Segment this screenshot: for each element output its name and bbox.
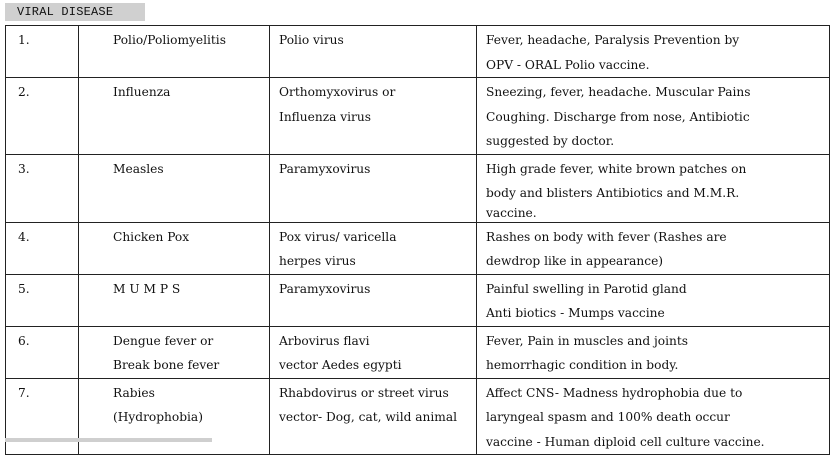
cell-symptoms: [477, 26, 830, 78]
cell-symptoms-line: laryngeal spasm and 100% death occur: [486, 410, 730, 424]
section-title: VIRAL DISEASE: [5, 3, 145, 21]
cell-cause-line: Paramyxovirus: [279, 281, 371, 296]
cell-number: 4.: [6, 222, 79, 274]
cell-disease: [79, 326, 270, 378]
table-row: [6, 222, 830, 274]
cell-symptoms-line: vaccine - Human diploid cell culture vaccine.: [486, 434, 765, 449]
cell-symptoms-line: suggested by doctor.: [486, 134, 615, 148]
cell-cause: [270, 154, 477, 222]
cell-symptoms: [477, 154, 830, 222]
cell-cause-line: Arbovirus flavi: [279, 333, 370, 348]
cell-symptoms-line: Anti biotics - Mumps vaccine: [486, 306, 665, 320]
cell-cause-line: Rhabdovirus or street virus: [279, 385, 449, 400]
cell-disease: [79, 274, 270, 326]
cell-disease-line: Dengue fever or: [113, 333, 214, 348]
cell-disease-line: (Hydrophobia): [113, 410, 203, 424]
cell-number: 5.: [6, 274, 79, 326]
cell-disease: [79, 154, 270, 222]
cell-cause-line: Paramyxovirus: [279, 161, 371, 176]
cell-symptoms-line: Coughing. Discharge from nose, Antibiotic: [486, 109, 750, 124]
cell-symptoms-line: Fever, Pain in muscles and joints: [486, 333, 689, 348]
table-body: [6, 26, 830, 455]
cell-disease-line: Rabies: [113, 385, 155, 400]
cell-cause-line: Polio virus: [279, 33, 344, 47]
cell-cause-line: vector Aedes egypti: [279, 358, 402, 372]
cell-cause-line: Pox virus/ varicella: [279, 229, 397, 244]
cell-cause: [270, 326, 477, 378]
table-row: [6, 154, 830, 222]
cell-symptoms: [477, 222, 830, 274]
cell-cause: [270, 26, 477, 78]
cell-disease-line: Chicken Pox: [113, 229, 190, 244]
cell-symptoms: [477, 378, 830, 455]
cell-number: 2.: [6, 78, 79, 155]
footer-divider: [5, 438, 212, 442]
cell-symptoms-line: vaccine.: [486, 205, 537, 220]
cell-symptoms-line: Fever, headache, Paralysis Prevention by: [486, 33, 740, 47]
cell-symptoms-line: Sneezing, fever, headache. Muscular Pains: [486, 85, 751, 99]
cell-disease: [79, 26, 270, 78]
cell-symptoms-line: hemorrhagic condition in body.: [486, 358, 679, 372]
cell-symptoms-line: Painful swelling in Parotid gland: [486, 281, 687, 296]
cell-cause: [270, 78, 477, 155]
cell-number: 3.: [6, 154, 79, 222]
table-row: [6, 378, 830, 455]
cell-number: 6.: [6, 326, 79, 378]
table-row: [6, 274, 830, 326]
cell-symptoms-line: body and blisters Antibiotics and M.M.R.: [486, 186, 740, 200]
viral-disease-table: [5, 25, 830, 455]
cell-disease: [79, 378, 270, 455]
cell-cause-line: Orthomyxovirus or: [279, 85, 396, 99]
cell-symptoms-line: OPV - ORAL Polio vaccine.: [486, 57, 650, 72]
cell-symptoms-line: dewdrop like in appearance): [486, 254, 664, 268]
cell-disease-line: Influenza: [113, 85, 171, 99]
cell-disease-line: M U M P S: [113, 281, 181, 296]
cell-cause-line: Influenza virus: [279, 109, 371, 124]
cell-cause: [270, 378, 477, 455]
cell-symptoms: [477, 274, 830, 326]
cell-symptoms: [477, 326, 830, 378]
table-row: [6, 326, 830, 378]
cell-number: 7.: [6, 378, 79, 455]
cell-cause: [270, 274, 477, 326]
cell-disease-line: Break bone fever: [113, 358, 220, 372]
table-row: [6, 26, 830, 78]
cell-cause: [270, 222, 477, 274]
cell-cause-line: vector- Dog, cat, wild animal: [279, 410, 458, 424]
cell-disease: [79, 222, 270, 274]
cell-disease: [79, 78, 270, 155]
table-row: [6, 78, 830, 155]
cell-symptoms-line: High grade fever, white brown patches on: [486, 161, 747, 176]
cell-symptoms-line: Rashes on body with fever (Rashes are: [486, 229, 727, 244]
cell-cause-line: herpes virus: [279, 254, 356, 268]
cell-symptoms: [477, 78, 830, 155]
cell-symptoms-line: Affect CNS- Madness hydrophobia due to: [486, 385, 743, 400]
cell-disease-line: Polio/Poliomyelitis: [113, 33, 226, 47]
cell-disease-line: Measles: [113, 161, 164, 176]
cell-number: 1.: [6, 26, 79, 78]
